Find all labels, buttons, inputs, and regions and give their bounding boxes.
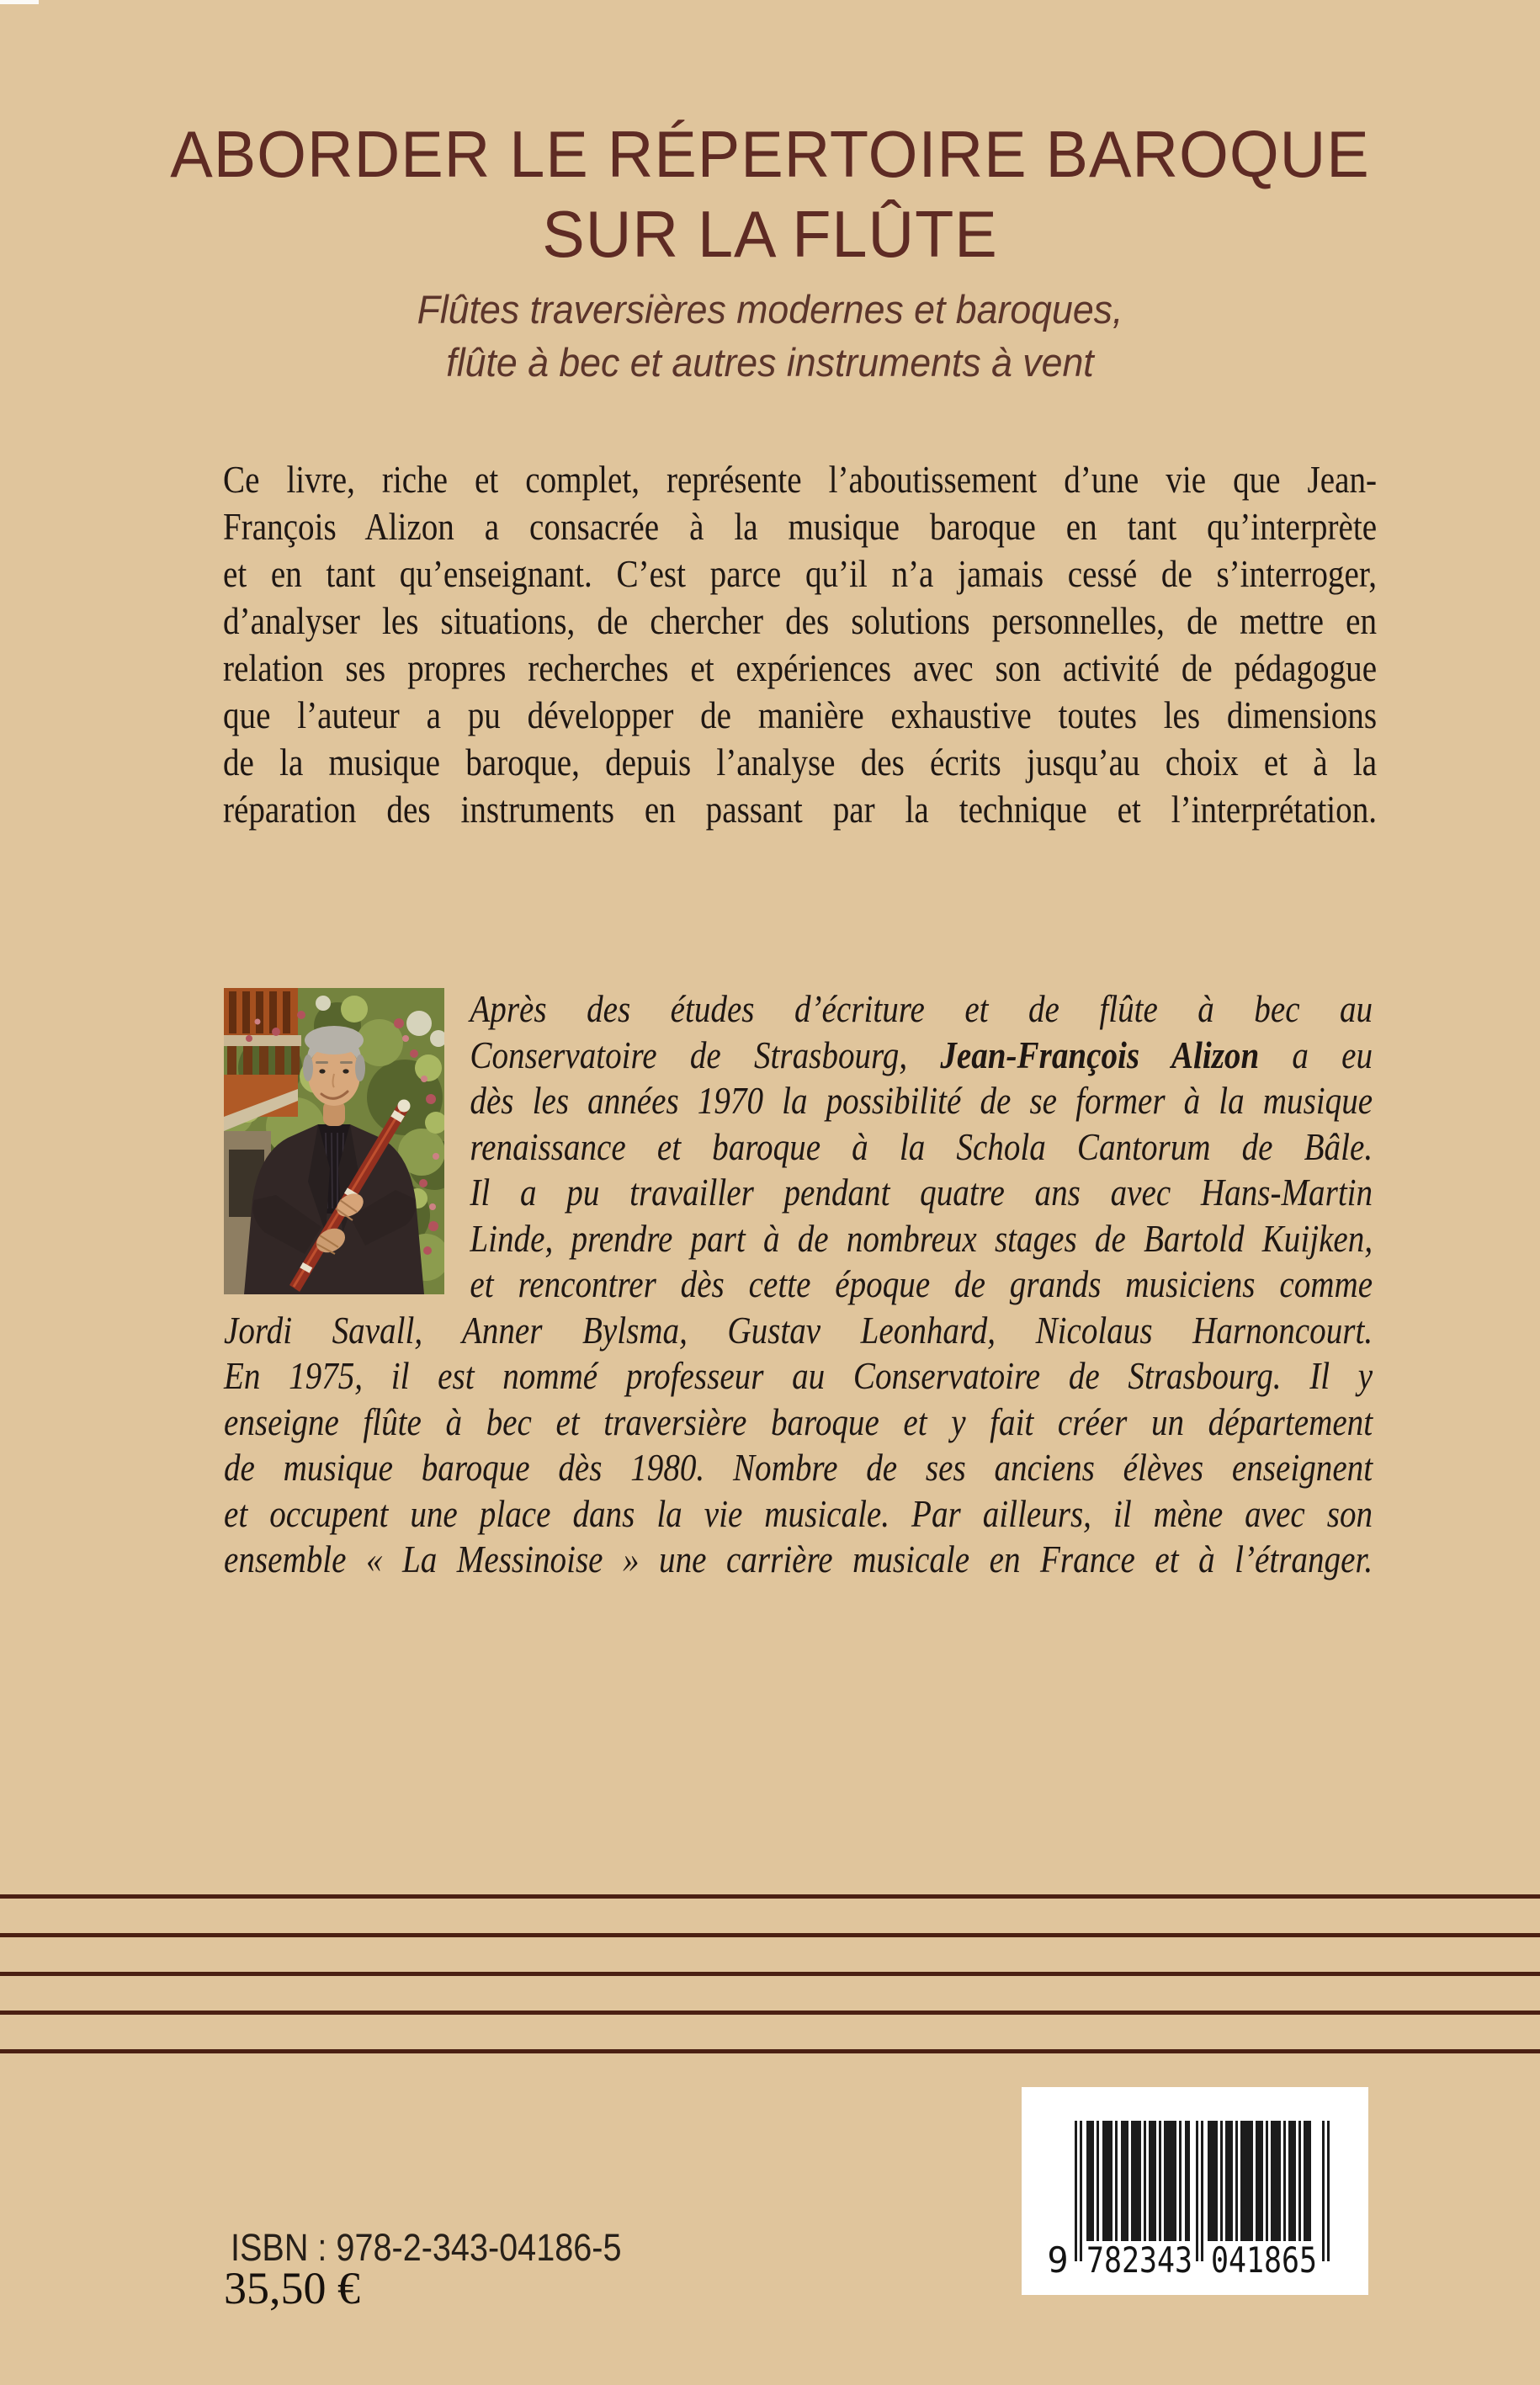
barcode-digit-group1: 9 [1047,2239,1069,2281]
description-line: que l’auteur a pu développer de manière exhaustive toutes les dimensions [223,693,1378,736]
horizontal-rule [0,2011,1540,2015]
horizontal-rule [0,1894,1540,1899]
horizontal-rule [0,2049,1540,2053]
bio-line: Après des études d’écriture et de flûte à bec au [470,987,1373,1030]
book-subtitle-line1: Flûtes traversières modernes et baroques, [417,287,1123,332]
bio-line: de musique baroque dès 1980. Nombre de ses anciens élèves enseignent [224,1446,1373,1489]
bio-line: En 1975, il est nommé professeur au Conservatoire de Strasbourg. Il y [224,1354,1373,1397]
barcode-digit-group2: 782343 [1086,2239,1192,2281]
decorative-rules [0,1894,1540,2088]
horizontal-rule [0,1933,1540,1937]
book-title-line1: ABORDER LE RÉPERTOIRE BAROQUE [170,117,1370,191]
book-subtitle [0,283,1540,389]
author-bio [224,986,1373,1583]
bio-line: ensemble « La Messinoise » une carrière musicale en France et à l’étranger. [224,1538,1373,1580]
description-line: d’analyser les situations, de chercher des solutions personnelles, de mettre en [223,599,1378,642]
price-text: 35,50 € [224,2263,360,2313]
book-subtitle-line2: flûte à bec et autres instruments à vent [446,340,1094,385]
bio-line2-before: Conservatoire de Strasbourg, [470,1033,941,1076]
book-title [0,114,1540,274]
description-line: François Alizon a consacrée à la musique baroque en tant qu’interprète [223,505,1378,548]
bio-line: Jordi Savall, Anner Bylsma, Gustav Leonhard, Nicolaus Harnoncourt. [224,1308,1373,1352]
bio-line [224,1033,1373,1079]
book-description [223,456,1377,833]
horizontal-rule [0,1972,1540,1976]
author-name: Jean-François Alizon [940,1033,1260,1076]
bio-line: Il a pu travailler pendant quatre ans avec Hans-Martin [470,1171,1373,1214]
description-line: relation ses propres recherches et expériences avec son activité de pédagogue [223,646,1378,689]
bio-line: dès les années 1970 la possibilité de se former à la musique [470,1079,1373,1122]
bio-line: et occupent une place dans la vie musicale. Par ailleurs, il mène avec son [224,1491,1373,1535]
book-title-line2: SUR LA FLÛTE [542,197,998,271]
bio-line: enseigne flûte à bec et traversière baroque et y fait créer un département [224,1400,1373,1443]
barcode-digit-group3: 041865 [1211,2239,1317,2281]
description-line: Ce livre, riche et complet, représente l’aboutissement d’une vie que Jean- [223,458,1378,501]
scan-artifact [0,0,39,4]
description-line: et en tant qu’enseignant. C’est parce qu’il n’a jamais cessé de s’interroger, [223,552,1378,595]
description-line: réparation des instruments en passant par la technique et l’interprétation. [223,788,1378,831]
description-line: de la musique baroque, depuis l’analyse des écrits jusqu’au choix et à la [223,741,1378,783]
bio-line: renaissance et baroque à la Schola Cantorum de Bâle. [470,1124,1373,1168]
bio-line2-after: a eu [1259,1033,1373,1076]
barcode-bars [1022,2087,1368,2295]
bio-line: Linde, prendre part à de nombreux stages de Bartold Kuijken, [470,1216,1373,1260]
barcode [1022,2087,1368,2295]
isbn-text: ISBN : 978-2-343-04186-5 [231,2226,622,2269]
bio-line: et rencontrer dès cette époque de grands musiciens comme [470,1262,1373,1305]
